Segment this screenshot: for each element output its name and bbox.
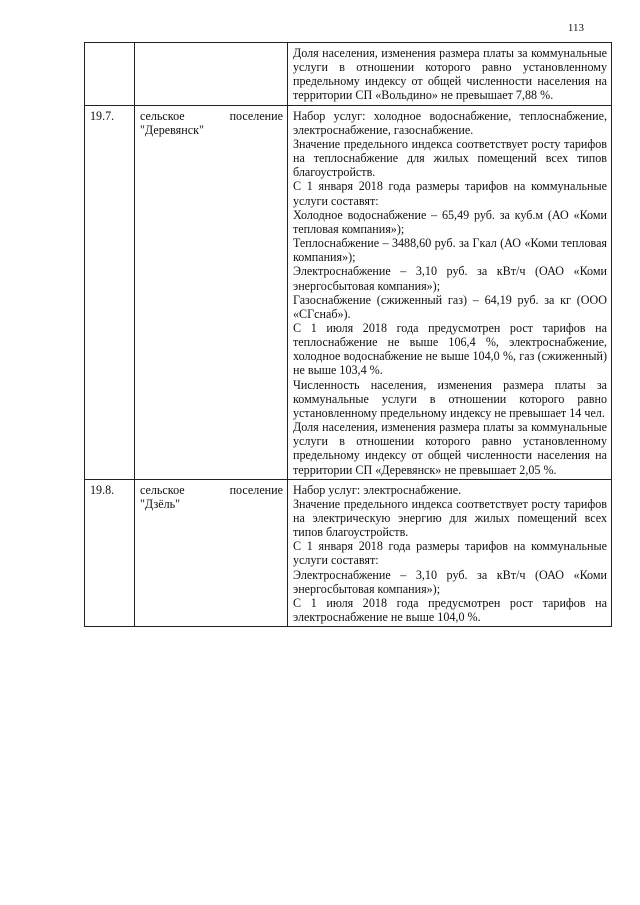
description-cell [288, 105, 612, 479]
description-paragraph: Значение предельного индекса соответствует росту тарифов на электрическую энергию для жилых помещений всех типов благоустройств. [293, 496, 607, 540]
description-paragraph: Доля населения, изменения размера платы за коммунальные услуги в отношении которого равно установленному предельному индексу от общей численности населения на территории СП «Вольдино» не превышает 7,88 %. [293, 46, 607, 103]
settlement-type-word: поселение [229, 108, 283, 123]
description-paragraph: С 1 января 2018 года размеры тарифов на коммунальные услуги составят: [293, 539, 607, 568]
tariff-table [84, 42, 612, 627]
settlement-cell [135, 43, 288, 106]
item-number-cell: 19.8. [85, 479, 135, 627]
description-paragraph: Электроснабжение – 3,10 руб. за кВт/ч (ОАО «Коми энергосбытовая компания»); [293, 567, 607, 596]
settlement-type-word: поселение [229, 482, 283, 497]
table-row [85, 43, 612, 106]
settlement-type-word: сельское [140, 108, 185, 123]
description-paragraph: Газоснабжение (сжиженный газ) – 64,19 руб. за кг (ООО «СГснаб»). [293, 292, 607, 321]
settlement-name: "Деревянск" [140, 122, 204, 137]
description-paragraph: Доля населения, изменения размера платы за коммунальные услуги в отношении которого равно установленному предельному индексу от общей численности населения на территории СП «Деревянск» не превышает 2,05 %. [293, 420, 607, 477]
description-paragraph: С 1 января 2018 года размеры тарифов на коммунальные услуги составят: [293, 179, 607, 208]
settlement-name: "Дзёль" [140, 496, 181, 511]
description-paragraph: Численность населения, изменения размера платы за коммунальные услуги в отношении которого равно установленному предельному индексу не превышает 14 чел. [293, 377, 607, 420]
settlement-type [140, 483, 283, 497]
settlement-cell [135, 479, 288, 627]
settlement-cell [135, 105, 288, 479]
description-paragraph: Электроснабжение – 3,10 руб. за кВт/ч (ОАО «Коми энергосбытовая компания»); [293, 264, 607, 293]
description-paragraph: С 1 июля 2018 года предусмотрен рост тарифов на электроснабжение не выше 104,0 %. [293, 595, 607, 625]
description-paragraph: Набор услуг: холодное водоснабжение, теплоснабжение, электроснабжение, газоснабжение. [293, 108, 607, 137]
description-paragraph: С 1 июля 2018 года предусмотрен рост тарифов на теплоснабжение не выше 106,4 %, электроснабжение, холодное водоснабжение не выше 104,0 %, газ (сжиженный) не выше 103,4 %. [293, 320, 607, 378]
description-cell [288, 479, 612, 627]
settlement-type [140, 109, 283, 123]
description-paragraph: Набор услуг: электроснабжение. [293, 482, 462, 497]
description-cell [288, 43, 612, 106]
settlement-type-word: сельское [140, 482, 185, 497]
table-row [85, 479, 612, 627]
item-number-cell: 19.7. [85, 105, 135, 479]
description-paragraph: Холодное водоснабжение – 65,49 руб. за куб.м (АО «Коми тепловая компания»); [293, 207, 607, 236]
description-paragraph: Значение предельного индекса соответствует росту тарифов на теплоснабжение для жилых помещений всех типов благоустройств. [293, 136, 607, 180]
item-number-cell [85, 43, 135, 106]
table-row [85, 105, 612, 479]
description-paragraph: Теплоснабжение – 3488,60 руб. за Гкал (АО «Коми тепловая компания»); [293, 236, 607, 265]
page-number: 113 [567, 22, 584, 34]
